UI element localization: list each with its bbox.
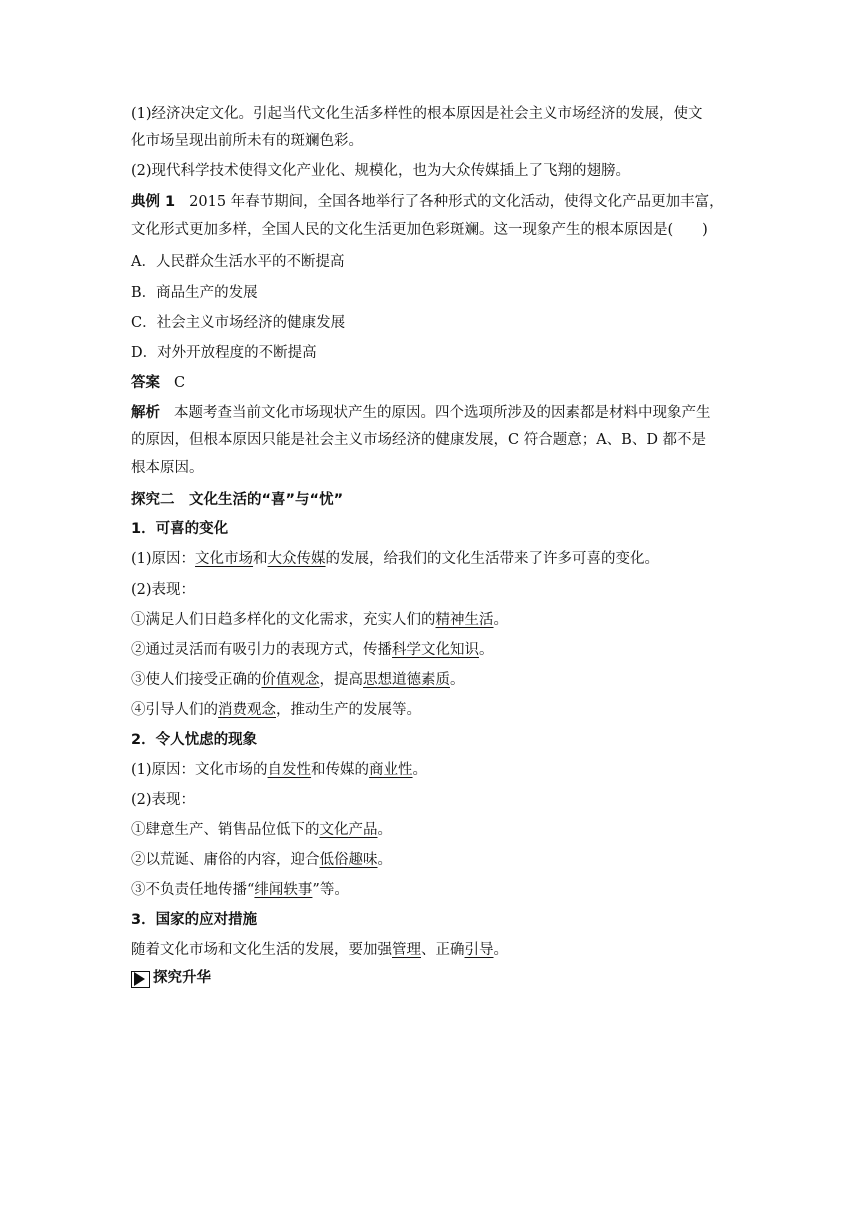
example-label: 典例 1 (131, 194, 176, 210)
example-line-2: 文化形式更加多样，全国人民的文化生活更加色彩斑斓。这一现象产生的根本原因是( ) (131, 222, 708, 238)
underlined-term: 绯闻轶事 (254, 882, 313, 898)
option-b: B．商品生产的发展 (131, 285, 258, 301)
paragraph-2: (2)现代科学技术使得文化产业化、规模化，也为大众传媒插上了飞翔的翅膀。 (131, 163, 631, 179)
section-title-3 (131, 968, 731, 988)
heading-2: 2．令人忧虑的现象 (131, 732, 258, 748)
expression-2: (2)表现： (131, 792, 196, 808)
section-title-2: 探究二 文化生活的“喜”与“忧” (131, 492, 344, 508)
item-1 (131, 610, 731, 630)
analysis-line-3: 根本原因。 (131, 460, 204, 476)
text: ③使人们接受正确的 (131, 672, 262, 688)
option-c: C．社会主义市场经济的健康发展 (131, 315, 346, 331)
cause-1 (131, 549, 731, 569)
example-line-1 (131, 192, 731, 212)
text: 。 (493, 612, 508, 628)
text: 和 (253, 551, 268, 567)
text: 。 (377, 822, 392, 838)
analysis-line-2: 的原因，但根本原因只能是社会主义市场经济的健康发展，C 符合题意；A、B、D 都不是 (131, 432, 707, 448)
underlined-term: 商业性 (369, 762, 413, 778)
heading-3: 3．国家的应对措施 (131, 912, 258, 928)
text: 。 (450, 672, 465, 688)
text: ，提高 (319, 672, 363, 688)
underlined-term: 管理 (392, 942, 421, 958)
text: ④引导人们的 (131, 702, 218, 718)
analysis-label: 解析 (131, 405, 160, 421)
item-4 (131, 700, 731, 720)
text: 和传媒的 (311, 762, 370, 778)
underlined-term: 大众传媒 (267, 551, 326, 567)
underlined-term: 精神生活 (435, 612, 494, 628)
underlined-term: 消费观念 (218, 702, 276, 718)
worry-item-1 (131, 820, 731, 840)
worry-item-2 (131, 850, 731, 870)
underlined-term: 文化市场 (195, 551, 254, 567)
item-2 (131, 640, 731, 660)
underlined-term: 低俗趣味 (319, 852, 378, 868)
text: 的发展，给我们的文化生活带来了许多可喜的变化。 (325, 551, 660, 567)
answer-value: C (174, 375, 186, 391)
play-triangle-icon (131, 971, 150, 988)
text: 随着文化市场和文化生活的发展，要加强 (131, 942, 392, 958)
text: ③不负责任地传播“ (131, 882, 255, 898)
underlined-term: 思想道德素质 (363, 672, 450, 688)
text: 。 (377, 852, 392, 868)
analysis-line-1 (131, 403, 731, 423)
expression-1: (2)表现： (131, 582, 196, 598)
worry-item-3 (131, 880, 731, 900)
paragraph-1-line-1: (1)经济决定文化。引起当代文化生活多样性的根本原因是社会主义市场经济的发展，使文 (131, 106, 703, 122)
text: 。 (493, 942, 508, 958)
option-d: D．对外开放程度的不断提高 (131, 345, 317, 361)
text: ②以荒诞、庸俗的内容，迎合 (131, 852, 320, 868)
measures (131, 940, 731, 960)
example-text-1: 2015 年春节期间，全国各地举行了各种形式的文化活动，使得文化产品更加丰富， (189, 194, 724, 210)
heading-1: 1．可喜的变化 (131, 521, 229, 537)
text: ①肆意生产、销售品位低下的 (131, 822, 320, 838)
text: ①满足人们日趋多样化的文化需求，充实人们的 (131, 612, 436, 628)
text: ”等。 (312, 882, 349, 898)
item-3 (131, 670, 731, 690)
answer-label: 答案 (131, 375, 160, 391)
text: ，推动生产的发展等。 (276, 702, 421, 718)
text: (1)原因：文化市场的 (131, 762, 268, 778)
text: 。 (479, 642, 494, 658)
paragraph-1-line-2: 化市场呈现出前所未有的斑斓色彩。 (131, 133, 363, 149)
section-3-label: 探究升华 (153, 970, 211, 986)
underlined-term: 自发性 (267, 762, 312, 778)
option-a: A．人民群众生活水平的不断提高 (131, 254, 345, 270)
cause-2 (131, 760, 731, 780)
text: (1)原因： (131, 551, 196, 567)
text: 。 (412, 762, 428, 778)
analysis-text-1: 本题考查当前文化市场现状产生的原因。四个选项所涉及的因素都是材料中现象产生 (174, 405, 711, 421)
underlined-term: 文化产品 (319, 822, 378, 838)
text: 、正确 (421, 942, 465, 958)
underlined-term: 引导 (464, 942, 494, 958)
answer-line (131, 373, 731, 393)
underlined-term: 价值观念 (261, 672, 320, 688)
text: ②通过灵活而有吸引力的表现方式，传播 (131, 642, 392, 658)
underlined-term: 科学文化知识 (392, 642, 479, 658)
